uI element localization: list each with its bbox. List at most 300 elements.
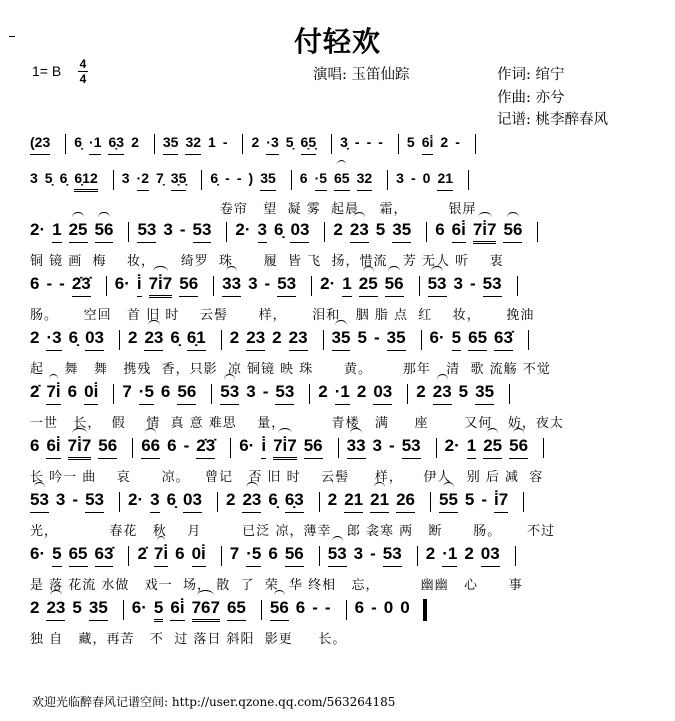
- note: 55: [439, 490, 458, 513]
- note: 56: [177, 382, 196, 405]
- note: -: [59, 274, 65, 293]
- barline: [106, 276, 107, 296]
- note: -: [469, 274, 476, 293]
- note: 23: [433, 382, 452, 405]
- note: -: [366, 134, 372, 150]
- measure: [328, 490, 422, 514]
- note: 56: [503, 220, 522, 243]
- note: 56: [98, 436, 117, 459]
- note: 53: [428, 274, 447, 297]
- note: 7i̇: [154, 544, 168, 567]
- lyrics-line: 肠。 空回 首 旧 时 云髻 样， 泪和 胭 脂 点 红 妆， 挽油: [30, 308, 535, 323]
- note: 1: [467, 436, 476, 459]
- note: 5: [357, 328, 367, 347]
- note: 7i̇7: [149, 274, 173, 298]
- note: 0: [383, 598, 394, 617]
- note: -: [324, 598, 331, 617]
- note: 53: [277, 274, 296, 297]
- note: 2·: [235, 220, 251, 239]
- barline: [261, 600, 262, 620]
- measure: [210, 168, 282, 192]
- note: 6·: [131, 598, 147, 617]
- note: 6: [295, 598, 306, 617]
- measure: [137, 544, 212, 568]
- note: 53: [30, 490, 49, 513]
- note: -: [481, 490, 488, 509]
- note: 2·: [444, 436, 460, 455]
- note: ·2: [137, 168, 149, 191]
- note: 35: [163, 132, 179, 155]
- measure: [30, 274, 98, 298]
- measure: [435, 220, 529, 244]
- measure: [428, 274, 509, 298]
- note: 35: [387, 328, 406, 351]
- note: 6·: [429, 328, 445, 347]
- score-row: [30, 168, 650, 220]
- note: 2: [30, 598, 40, 617]
- note: 6: [30, 274, 40, 293]
- note: 6: [299, 170, 308, 186]
- note: 2: [464, 544, 474, 563]
- note: 35: [89, 598, 108, 621]
- note: 2: [327, 490, 338, 509]
- measure: [270, 598, 338, 622]
- notes-line: [30, 382, 518, 412]
- note: 53: [220, 382, 239, 405]
- measure: [222, 274, 303, 298]
- barline: [128, 546, 129, 566]
- measure: [30, 598, 115, 622]
- barline: [523, 492, 524, 512]
- measure: [30, 382, 105, 406]
- barline: [430, 492, 431, 512]
- note: 3: [121, 170, 130, 186]
- note: 2: [229, 328, 240, 347]
- note: 6̣: [210, 170, 219, 186]
- note: 2: [225, 490, 236, 509]
- measure: [230, 328, 315, 352]
- barline: [230, 438, 231, 458]
- note: 6̣: [268, 490, 278, 509]
- barline: [242, 134, 243, 154]
- measure: [74, 132, 146, 156]
- note: -: [455, 134, 460, 150]
- note: 6: [67, 382, 78, 401]
- note: ·3: [46, 328, 61, 351]
- measure: [416, 382, 501, 406]
- note: 6i̇: [46, 436, 60, 459]
- measure: [445, 436, 535, 460]
- measure: [226, 490, 311, 514]
- note: 53: [193, 220, 212, 243]
- key-signature: 1= B: [32, 63, 62, 79]
- score-row: [30, 436, 650, 490]
- notes-line: [30, 132, 484, 162]
- note: ·1: [442, 544, 457, 567]
- note: 33: [222, 274, 241, 297]
- note: 2̇3̇: [72, 274, 91, 297]
- note: 2·: [127, 490, 144, 509]
- barline: [113, 170, 114, 190]
- lyrics-line: 是 落 花流 水做 戏一 场， 散 了 荣 华 终相 忘， 幽幽 心 事: [30, 578, 523, 593]
- note: -: [410, 170, 416, 186]
- note: -: [222, 134, 228, 150]
- note: i̇: [137, 274, 142, 297]
- note: 63̇: [494, 328, 513, 351]
- note: 32: [185, 132, 201, 155]
- measure: [239, 436, 329, 460]
- note: 65: [468, 328, 487, 351]
- note: 35: [332, 328, 351, 351]
- note: 23: [144, 328, 163, 351]
- note: 0i̇: [192, 544, 206, 567]
- score-row: [30, 544, 650, 598]
- note: 56: [95, 220, 114, 243]
- note: 6·: [30, 544, 46, 563]
- barline: [221, 546, 222, 566]
- note: 6: [175, 544, 185, 563]
- measure: [30, 328, 111, 352]
- note: 7i̇7: [473, 220, 497, 244]
- barline: [211, 384, 212, 404]
- barline: [387, 170, 388, 190]
- measure: [128, 328, 213, 352]
- note: 65: [69, 544, 88, 567]
- barline: [119, 330, 120, 350]
- barline: [436, 438, 437, 458]
- score-row: [30, 382, 650, 436]
- barline: [221, 330, 222, 350]
- barline: [515, 546, 516, 566]
- measure: [115, 274, 205, 298]
- notes-line: [30, 544, 524, 574]
- notes-line: [30, 490, 532, 520]
- lyrics-line: 卷帘 望 凝 雾 起晨 霜， 银屏: [30, 202, 477, 217]
- measure: [30, 436, 124, 460]
- note: 3: [163, 220, 173, 239]
- barline: [475, 134, 476, 154]
- measure: [333, 220, 418, 244]
- note: 2: [318, 382, 328, 401]
- note: 35: [260, 168, 276, 191]
- note: 6̣: [274, 220, 284, 239]
- lyricist-credit: 作词: 绾宁: [497, 67, 565, 83]
- note: 2̇3̇: [196, 436, 215, 459]
- note: 23: [289, 328, 308, 351]
- notes-line: [30, 598, 427, 628]
- note: 6̣12: [74, 168, 97, 192]
- barline: [119, 492, 120, 512]
- note: 6̣3: [108, 132, 124, 155]
- note: 6i̇: [170, 598, 184, 621]
- measure: [30, 220, 120, 244]
- final-barline: [423, 599, 427, 621]
- note: ·1: [89, 132, 101, 155]
- note: ·5: [315, 168, 327, 191]
- note: 5: [375, 220, 386, 239]
- note: 33: [347, 436, 366, 459]
- note: 03: [183, 490, 202, 513]
- note: 2: [272, 328, 282, 347]
- note: 5: [52, 544, 61, 567]
- note: 7: [229, 544, 240, 563]
- lyrics-line: 长 吟一 曲 哀 凉。 曾记 否 旧 时 云髻 样， 伊人 别 后 减 容: [30, 470, 544, 485]
- footer-credit: 欢迎光临醉春风记谱空间: http://user.qzone.qq.com/563264185: [32, 695, 396, 709]
- note: ·5: [139, 382, 154, 405]
- note: 6: [30, 436, 40, 455]
- note: 21: [437, 168, 453, 191]
- note: 5: [72, 598, 82, 617]
- note: 3: [396, 170, 404, 186]
- note: 5: [154, 598, 163, 622]
- time-signature: [78, 58, 88, 85]
- note: 2·: [320, 274, 336, 293]
- barline: [537, 222, 538, 242]
- note: 6: [354, 598, 365, 617]
- note: 2̇: [30, 382, 40, 401]
- barline: [213, 276, 214, 296]
- note: 2: [251, 134, 260, 150]
- measure: [163, 132, 235, 156]
- note: 6: [435, 220, 445, 239]
- notes-line: [30, 168, 477, 198]
- measure: [141, 436, 222, 460]
- note: 7i̇: [46, 382, 60, 405]
- note: 21: [344, 490, 363, 513]
- note: -: [46, 274, 53, 293]
- note: 2: [131, 134, 139, 150]
- note: 3: [353, 544, 364, 563]
- note: 2: [356, 382, 367, 401]
- barline: [132, 438, 133, 458]
- note: 6i̇: [452, 220, 466, 243]
- lyrics-line: 起 舞 舞 携残 香，只影 凉 铜镜 映 珠 黄。 那年 清 歌 流觞 不觉: [30, 362, 551, 377]
- barline: [417, 546, 418, 566]
- note: 56: [179, 274, 198, 297]
- barline: [398, 134, 399, 154]
- note: 6: [160, 382, 171, 401]
- barline: [319, 492, 320, 512]
- measure: [439, 490, 515, 514]
- note: 25: [359, 274, 378, 297]
- score-row: [30, 598, 650, 652]
- barline: [311, 276, 312, 296]
- barline: [226, 222, 227, 242]
- note: ·5: [246, 544, 261, 567]
- lyrics-line: 铜 镜 画 梅 妆， 绮罗 珠 履 皆 飞 扬，惜流 芳 无人 听 衷: [30, 254, 504, 269]
- measure: [132, 598, 253, 622]
- barline: [407, 384, 408, 404]
- note: 53: [383, 544, 402, 567]
- note: 6: [268, 544, 278, 563]
- note: 6·: [239, 436, 255, 455]
- note: 3: [246, 382, 256, 401]
- measure: [128, 490, 209, 514]
- measure: [220, 382, 301, 406]
- note: 7: [122, 382, 132, 401]
- note: -: [236, 170, 242, 186]
- measure: [235, 220, 316, 244]
- measure: [137, 220, 218, 244]
- note: 53: [275, 382, 294, 405]
- note: 7i̇7: [68, 436, 92, 460]
- note: 6̣3: [285, 490, 304, 513]
- note: i̇7: [494, 490, 508, 513]
- measure: [230, 544, 311, 568]
- jianpu-score: [30, 128, 650, 652]
- note: 23: [242, 490, 261, 513]
- note: 5̣: [44, 170, 53, 186]
- note: -: [264, 274, 271, 293]
- note: 53: [85, 490, 104, 513]
- measure: [251, 132, 323, 156]
- note: 35: [475, 382, 494, 405]
- note: 6̣: [166, 490, 177, 509]
- note: 35: [392, 220, 411, 243]
- barline: [217, 492, 218, 512]
- note: 6̣1: [187, 328, 206, 351]
- note: -: [370, 544, 376, 563]
- barline: [154, 134, 155, 154]
- note: 03: [373, 382, 392, 405]
- note: 25: [69, 220, 88, 243]
- barline: [543, 438, 544, 458]
- barline: [419, 276, 420, 296]
- note: 5̣: [285, 134, 294, 150]
- note: 6̣: [74, 134, 83, 150]
- note: 6i̇: [422, 132, 434, 155]
- measure: [328, 544, 409, 568]
- measure: [318, 382, 399, 406]
- note: 3̣: [340, 134, 348, 150]
- note: 0i̇: [84, 382, 98, 405]
- note: 65: [227, 598, 246, 621]
- note: 2̇: [137, 544, 147, 563]
- note: 53: [483, 274, 502, 297]
- time-signature-top: 4: [79, 57, 87, 71]
- barline: [201, 170, 202, 190]
- note: 3: [30, 170, 38, 186]
- note: 65: [334, 168, 350, 191]
- note: 6: [167, 436, 177, 455]
- measure: [30, 490, 111, 514]
- note: -: [183, 436, 190, 455]
- note: 3̣5̣: [171, 168, 187, 191]
- note: 23: [350, 220, 369, 243]
- note: 2: [30, 328, 40, 347]
- note: 7i̇7: [273, 436, 297, 460]
- measure: [407, 132, 467, 156]
- time-signature-bottom: 4: [79, 72, 87, 86]
- note: 23: [46, 598, 65, 621]
- note: -: [225, 170, 230, 186]
- note: -: [354, 134, 360, 150]
- note: 7̣: [156, 170, 164, 186]
- note: 66: [141, 436, 160, 459]
- note: 5: [458, 382, 469, 401]
- note: 5: [406, 134, 415, 150]
- measure: [320, 274, 410, 298]
- note: 03: [290, 220, 309, 243]
- barline: [323, 330, 324, 350]
- note: 3: [372, 436, 383, 455]
- note: 21: [370, 490, 389, 513]
- note: 6·: [114, 274, 130, 293]
- barline: [65, 134, 66, 154]
- note: 1: [52, 220, 61, 243]
- measure: [347, 436, 428, 460]
- notes-line: [30, 274, 526, 304]
- measure: [332, 328, 413, 352]
- barline: [468, 170, 469, 190]
- barline: [324, 222, 325, 242]
- note: 6̣5̣: [301, 132, 317, 155]
- measure: [122, 382, 203, 406]
- note: i̇: [261, 436, 266, 459]
- measure: [30, 132, 57, 155]
- barline: [421, 330, 422, 350]
- note: 26: [396, 490, 415, 513]
- song-title: 付轻欢: [293, 25, 381, 58]
- note: 03: [85, 328, 104, 351]
- note: 03: [481, 544, 500, 567]
- note: 32: [357, 168, 373, 191]
- barline: [331, 134, 332, 154]
- measure: [300, 168, 379, 192]
- note: 63̇: [95, 544, 114, 567]
- barline: [113, 384, 114, 404]
- singer-credit: 演唱: 玉笛仙踪: [313, 67, 410, 83]
- barline: [291, 170, 292, 190]
- note: 2: [440, 134, 449, 150]
- note: 5: [452, 328, 461, 351]
- measure: [396, 168, 460, 192]
- lyrics-line: 独 自 藏，再苦 不 过 落日 斜阳 影更 长。: [30, 632, 347, 647]
- note: -: [262, 382, 269, 401]
- note: 3: [258, 220, 267, 243]
- note: ·3: [266, 132, 278, 155]
- barline: [128, 222, 129, 242]
- note: -: [179, 220, 186, 239]
- note: 56: [304, 436, 323, 459]
- note: -: [72, 490, 79, 509]
- note: 6̣: [59, 170, 68, 186]
- note: 2: [416, 382, 426, 401]
- measure: [426, 544, 507, 568]
- barline: [123, 600, 124, 620]
- note: 3: [248, 274, 258, 293]
- barline: [346, 600, 347, 620]
- barline: [509, 384, 510, 404]
- notes-line: [30, 220, 546, 250]
- note: 2: [333, 220, 343, 239]
- note: 23: [246, 328, 265, 351]
- note: 53: [402, 436, 421, 459]
- transcriber-credit: 记谱: 桃李醉春风: [497, 112, 608, 128]
- note: 53: [137, 220, 156, 243]
- note: 56: [385, 274, 404, 297]
- measure: [30, 168, 105, 192]
- measure: [340, 132, 390, 156]
- note: 5: [464, 490, 475, 509]
- note: -: [389, 436, 395, 455]
- note: 2: [425, 544, 436, 563]
- notes-line: [30, 436, 552, 466]
- score-row: [30, 220, 650, 274]
- barline: [528, 330, 529, 350]
- note: 3: [55, 490, 66, 509]
- note: 56: [509, 436, 528, 459]
